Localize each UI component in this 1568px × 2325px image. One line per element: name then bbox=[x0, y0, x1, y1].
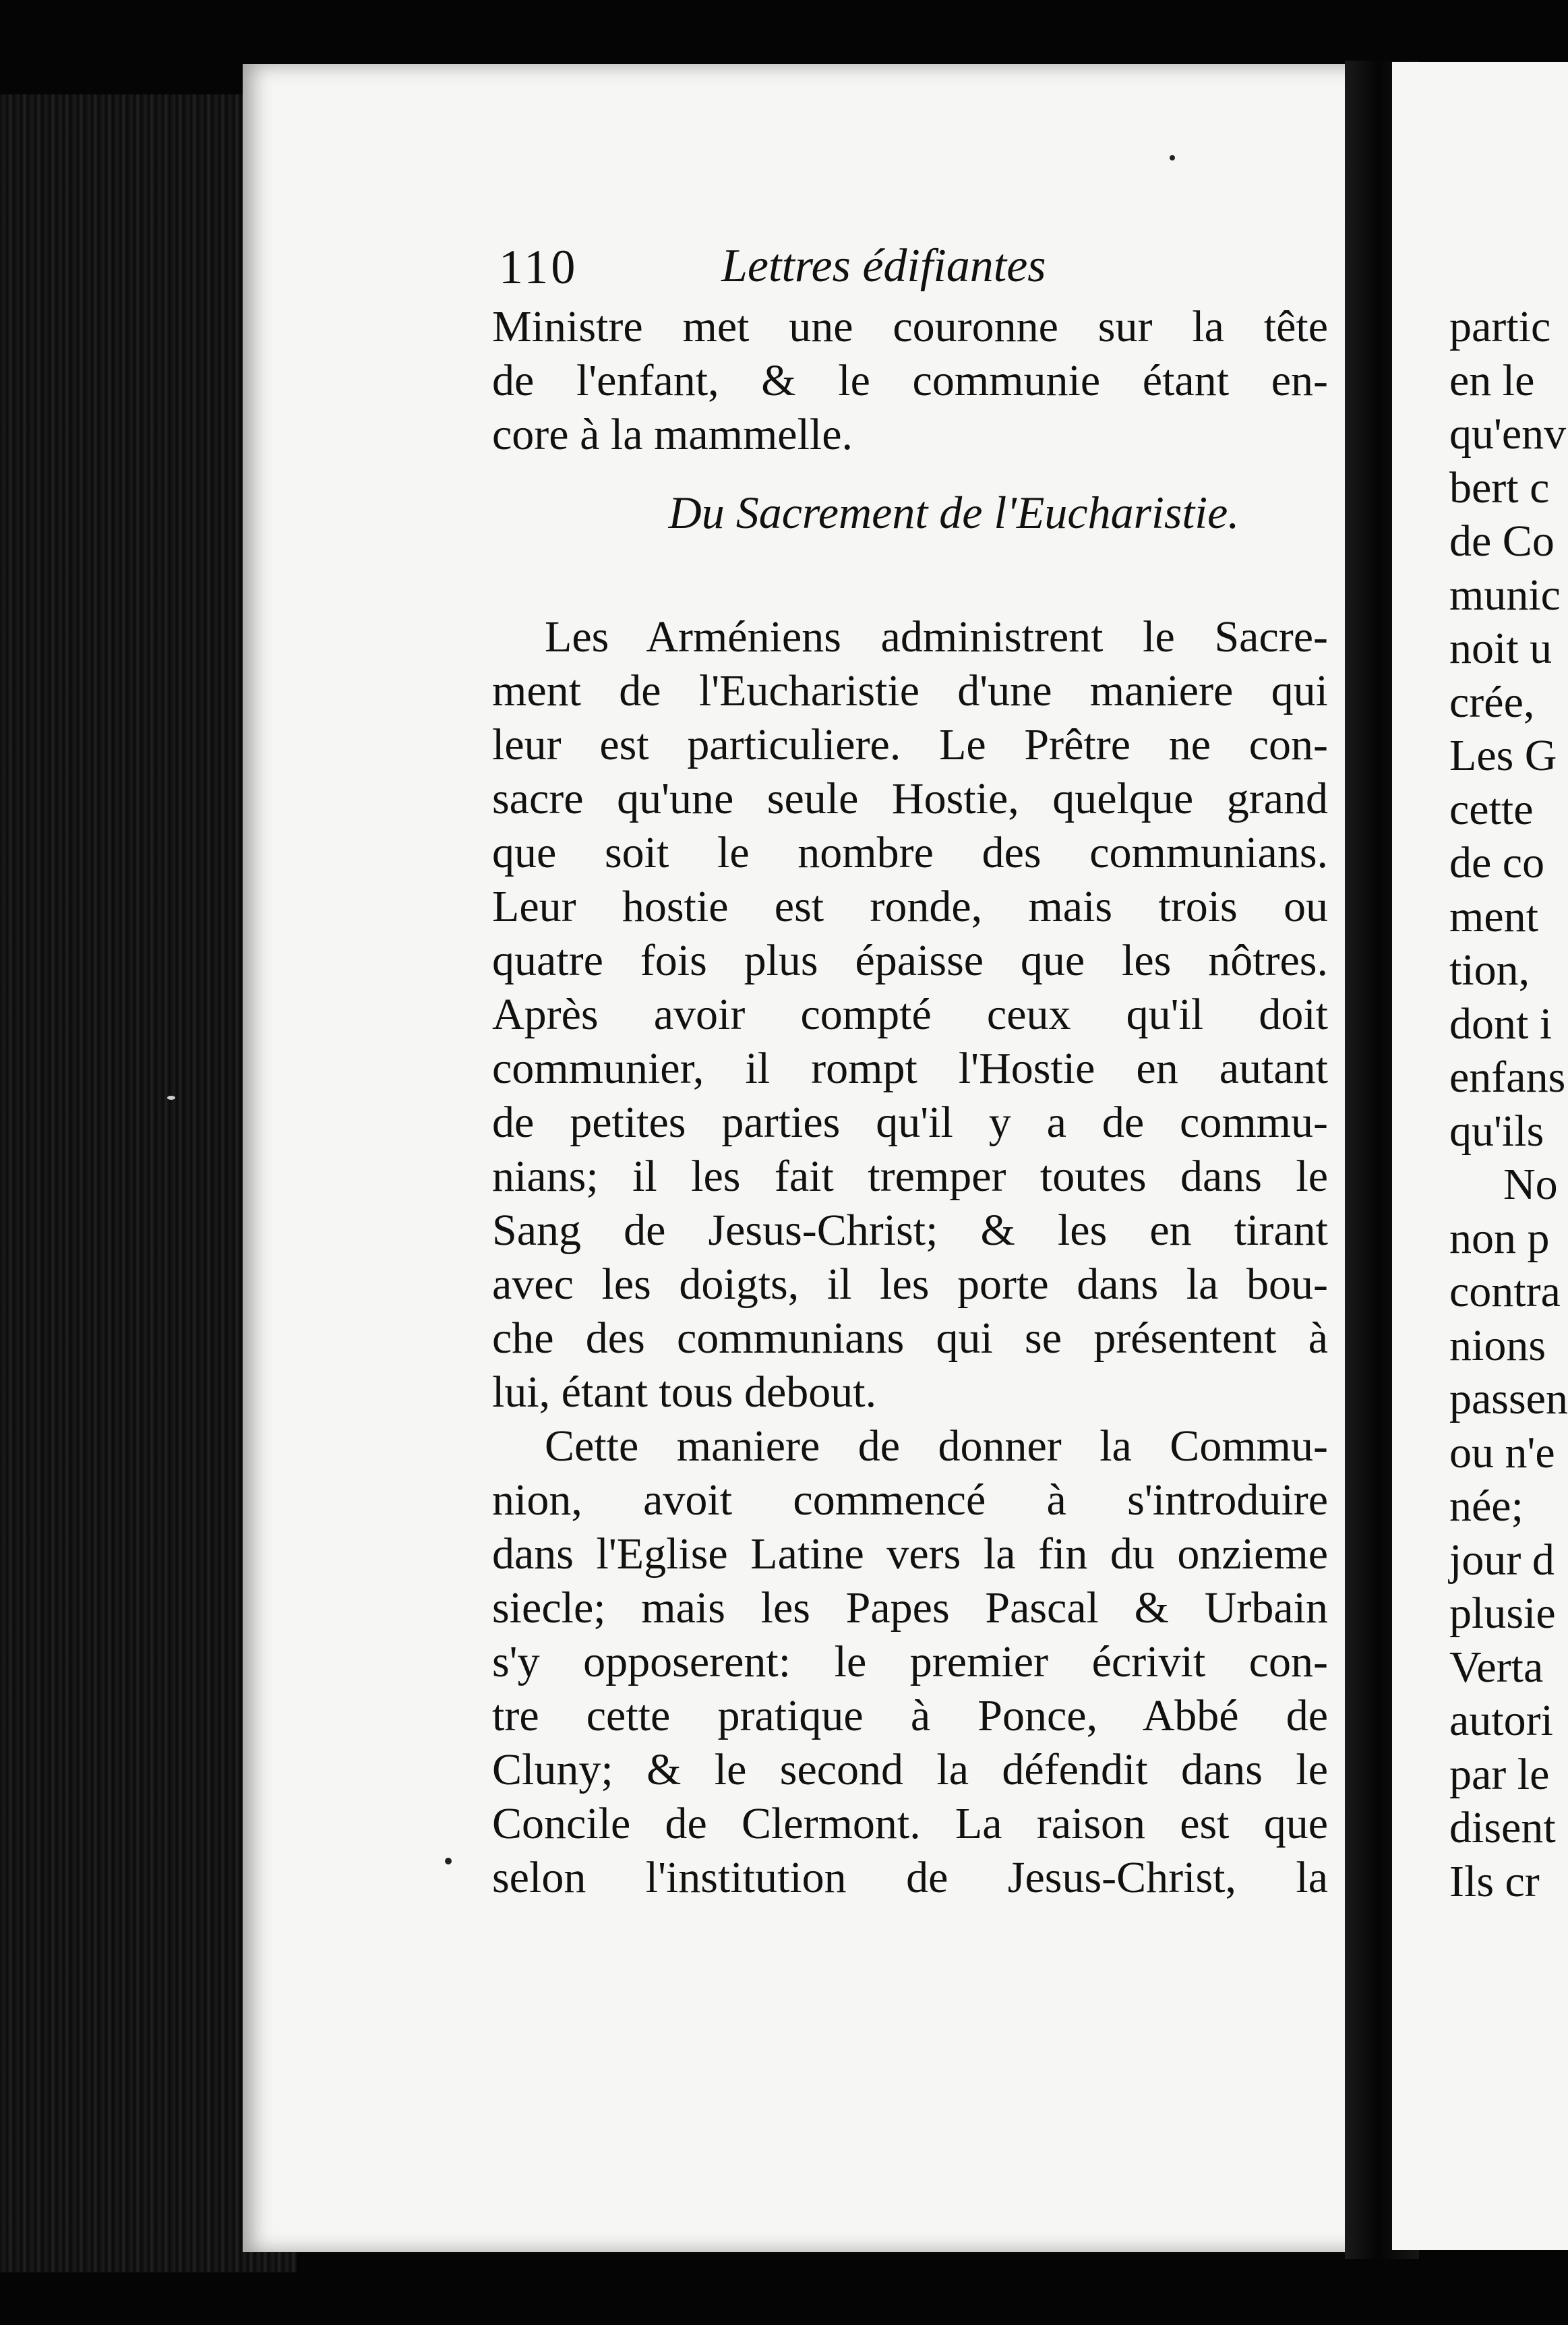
fragment-line: née; bbox=[1449, 1481, 1524, 1531]
fragment-line: autori bbox=[1449, 1696, 1553, 1745]
text-line: che des communians qui se présentent à bbox=[492, 1314, 1328, 1363]
fragment-line: noit u bbox=[1449, 624, 1552, 673]
page-header bbox=[499, 239, 1328, 293]
text-line: siecle; mais les Papes Pascal & Urbain bbox=[492, 1583, 1328, 1632]
fragment-line: jour d bbox=[1449, 1535, 1555, 1585]
fragment-line: qu'env bbox=[1449, 409, 1567, 459]
text-line: Sang de Jesus-Christ; & les en tirant bbox=[492, 1206, 1328, 1255]
text-line: Ministre met une couronne sur la tête bbox=[492, 302, 1328, 351]
fragment-line: passen bbox=[1449, 1374, 1568, 1423]
fragment-line: munic bbox=[1449, 570, 1561, 620]
text-line: selon l'institution de Jesus-Christ, la bbox=[492, 1853, 1328, 1902]
fragment-line: dont i bbox=[1449, 999, 1552, 1049]
ink-speck bbox=[445, 1858, 452, 1864]
fragment-line: No bbox=[1503, 1160, 1558, 1209]
text-line: Cluny; & le second la défendit dans le bbox=[492, 1745, 1328, 1794]
running-title: Lettres édifiantes bbox=[721, 240, 1046, 292]
fragment-line: disent bbox=[1449, 1803, 1556, 1852]
fragment-line: crée, bbox=[1449, 677, 1535, 727]
text-line: Cette maniere de donner la Commu- bbox=[545, 1421, 1328, 1471]
text-line: de petites parties qu'il y a de commu- bbox=[492, 1098, 1328, 1147]
fragment-line: qu'ils bbox=[1449, 1106, 1544, 1156]
fragment-line: en le bbox=[1449, 355, 1535, 405]
fragment-line: ou n'e bbox=[1449, 1428, 1555, 1477]
fragment-line: Verta bbox=[1449, 1642, 1544, 1692]
ink-speck bbox=[167, 1096, 175, 1100]
text-line: sacre qu'une seule Hostie, quelque grand bbox=[492, 774, 1328, 823]
fragment-line: de Co bbox=[1449, 517, 1555, 566]
section-title: Du Sacrement de l'Eucharistie. bbox=[668, 487, 1240, 538]
fragment-line: partic bbox=[1449, 302, 1551, 351]
fragment-line: Les G bbox=[1449, 731, 1557, 780]
fragment-line: enfans bbox=[1449, 1053, 1566, 1102]
text-line: Après avoir compté ceux qu'il doit bbox=[492, 990, 1328, 1039]
text-line: nians; il les fait tremper toutes dans le bbox=[492, 1152, 1328, 1201]
text-line: nion, avoit commencé à s'introduire bbox=[492, 1475, 1328, 1525]
fragment-line: de co bbox=[1449, 838, 1545, 887]
text-line: lui, étant tous debout. bbox=[492, 1367, 877, 1417]
text-line: que soit le nombre des communians. bbox=[492, 828, 1328, 877]
fragment-line: ment bbox=[1449, 891, 1538, 941]
text-line: quatre fois plus épaisse que les nôtres. bbox=[492, 936, 1328, 985]
right-page-text bbox=[1449, 300, 1568, 1908]
text-line: tre cette pratique à Ponce, Abbé de bbox=[492, 1691, 1328, 1740]
page-number: 110 bbox=[499, 240, 578, 294]
fragment-line: plusie bbox=[1449, 1589, 1556, 1638]
fragment-line: cette bbox=[1449, 784, 1534, 834]
text-line: core à la mammelle. bbox=[492, 410, 853, 459]
text-line: Concile de Clermont. La raison est que bbox=[492, 1799, 1328, 1848]
fragment-line: Ils cr bbox=[1449, 1856, 1540, 1906]
fragment-line: bert c bbox=[1449, 463, 1550, 512]
fragment-line: nions bbox=[1449, 1320, 1546, 1370]
text-line: ment de l'Eucharistie d'une maniere qui bbox=[492, 666, 1328, 715]
fragment-line: contra bbox=[1449, 1267, 1561, 1316]
text-line: leur est particuliere. Le Prêtre ne con- bbox=[492, 720, 1328, 769]
left-page-text bbox=[492, 300, 1328, 1905]
text-line: Leur hostie est ronde, mais trois ou bbox=[492, 882, 1328, 931]
fragment-line: tion, bbox=[1449, 945, 1530, 995]
fragment-line: par le bbox=[1449, 1749, 1550, 1799]
text-line: communier, il rompt l'Hostie en autant bbox=[492, 1044, 1328, 1093]
ink-speck bbox=[1170, 155, 1175, 160]
fragment-line: non p bbox=[1449, 1213, 1550, 1263]
text-line: s'y opposerent: le premier écrivit con- bbox=[492, 1637, 1328, 1686]
text-line: avec les doigts, il les porte dans la bou- bbox=[492, 1260, 1328, 1309]
text-line: Les Arméniens administrent le Sacre- bbox=[545, 612, 1328, 661]
text-line: dans l'Eglise Latine vers la fin du onzieme bbox=[492, 1529, 1328, 1579]
text-line: de l'enfant, & le communie étant en- bbox=[492, 356, 1328, 405]
